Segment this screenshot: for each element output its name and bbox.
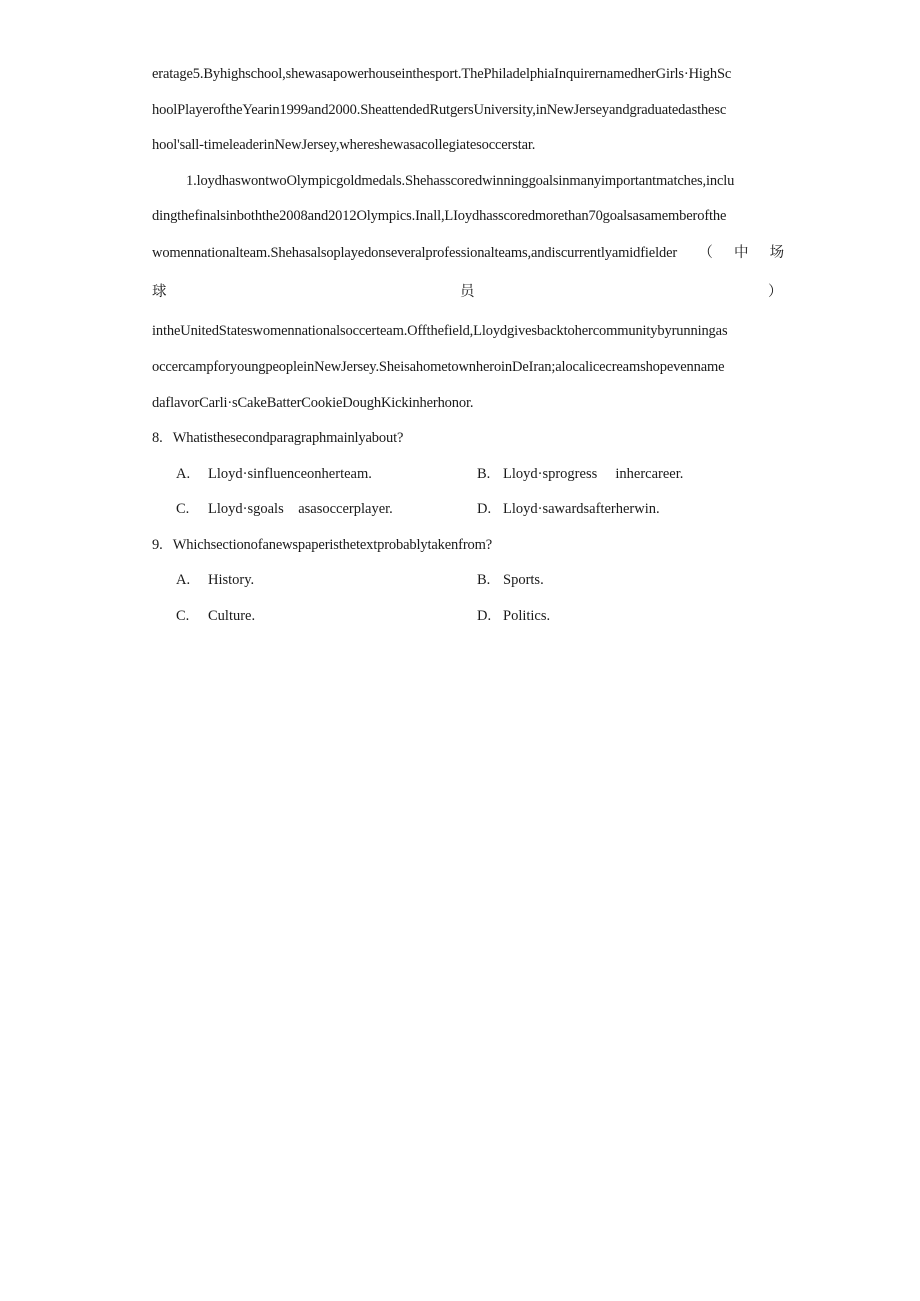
option-d[interactable]: Politics. (503, 608, 551, 624)
option-label: C. (176, 608, 190, 624)
option-label: D. (477, 608, 492, 624)
paragraph-2-line: occercampforyoungpeopleinNewJersey.SheisahometownheroinDeIran;alocalicecreamshopevenname (152, 359, 725, 375)
question-stem: 9. Whichsectionofanewspaperisthetextprobablytakenfrom? (152, 537, 493, 553)
option-label: B. (477, 572, 491, 588)
gloss-char: ） (768, 284, 783, 300)
option-c[interactable]: Culture. (208, 608, 256, 624)
paragraph-2-line: 1.loydhaswontwoOlympicgoldmedals.Shehasscoredwinninggoalsinmanyimportantmatches,inclu (186, 173, 735, 189)
option-label: A. (176, 466, 191, 482)
gloss-line (152, 282, 784, 302)
option-label: C. (176, 501, 190, 517)
option-label: A. (176, 572, 191, 588)
option-b[interactable]: Sports. (503, 572, 544, 588)
option-c[interactable]: Lloyd·sgoals asasoccerplayer. (208, 501, 393, 517)
paragraph-2-line: womennationalteam.Shehasalsoplayedonseveralprofessionalteams,andiscurrentlyamidfielder（中场 (152, 245, 784, 261)
option-label: B. (477, 466, 491, 482)
option-a[interactable]: History. (208, 572, 255, 588)
option-label: D. (477, 501, 492, 517)
gloss-char: 员 (460, 284, 475, 300)
paragraph-1-line: eratage5.Byhighschool,shewasapowerhouseinthesport.ThePhiladelphiaInquirernamedherGirls·HighSc (152, 66, 732, 82)
paragraph-2-line: intheUnitedStateswomennationalsoccerteam.Offthefield,Lloydgivesbacktohercommunitybyrunningas (152, 323, 728, 339)
paragraph-1-line: hoolPlayeroftheYearin1999and2000.SheattendedRutgersUniversity,inNewJerseyandgraduatedasthesc (152, 102, 727, 118)
option-a[interactable]: Lloyd·sinfluenceonherteam. (208, 466, 372, 482)
question-stem: 8. Whatisthesecondparagraphmainlyabout? (152, 430, 404, 446)
option-d[interactable]: Lloyd·sawardsafterherwin. (503, 501, 660, 517)
gloss-char: 球 (152, 284, 167, 300)
paragraph-2-line: daflavorCarli·sCakeBatterCookieDoughKickinherhonor. (152, 395, 474, 411)
paragraph-2-line: dingthefinalsinboththe2008and2012Olympics.Inall,LIoydhasscoredmorethan70goalsasamemberofthe (152, 208, 727, 224)
option-b[interactable]: Lloyd·sprogress inhercareer. (503, 466, 684, 482)
paragraph-1-line: hool'sall-timeleaderinNewJersey,whereshewasacollegiatesoccerstar. (152, 137, 536, 153)
